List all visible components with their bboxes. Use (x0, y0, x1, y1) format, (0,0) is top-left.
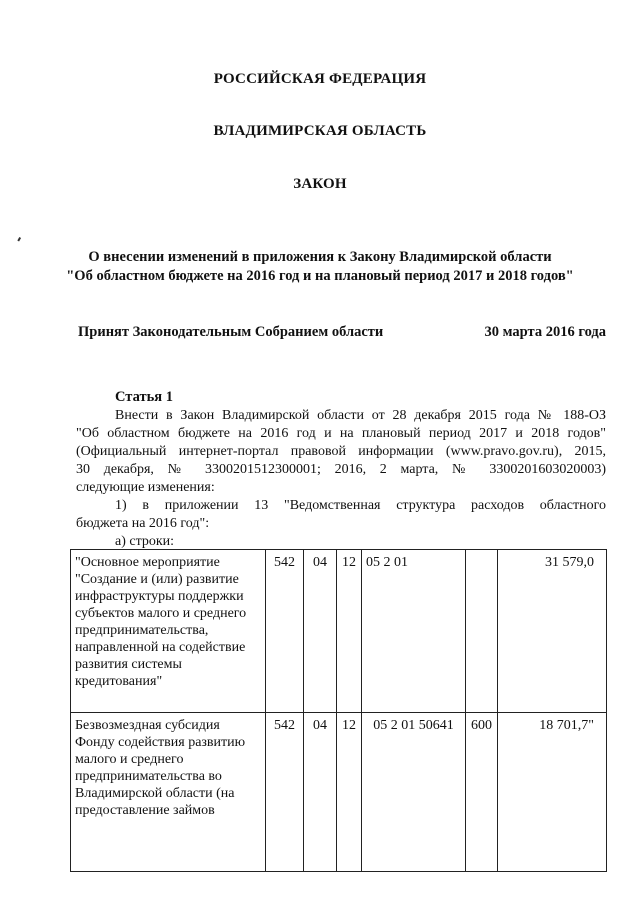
doc-type-heading: ЗАКОН (293, 176, 347, 192)
row-name: "Основное мероприятие "Создание и (или) развитие инфраструктуры поддержки субъектов малого и среднего предпринимательства, направленной на содействие развития системы кредитования" (71, 550, 266, 713)
region-heading: ВЛАДИМИРСКАЯ ОБЛАСТЬ (213, 123, 427, 139)
table-row (71, 713, 607, 872)
table-row (71, 550, 607, 713)
article-p1-line4: 30 декабря, № 3300201512300001; 2016, 2 марта, № 3300201603020003) (76, 462, 606, 477)
row-ministry: 542 (266, 713, 304, 872)
law-title-line-1: О внесении изменений в приложения к Закону Владимирской области (88, 249, 552, 265)
article-p1-line5: следующие изменения: (76, 480, 215, 495)
article-p3: а) строки: (115, 534, 175, 549)
row-section: 04 (304, 550, 337, 713)
law-title-line-2: "Об областном бюджете на 2016 год и на плановый период 2017 и 2018 годов" (66, 268, 574, 284)
row-subsection: 12 (337, 713, 362, 872)
article-p2-line1: 1) в приложении 13 "Ведомственная структура расходов областного (115, 498, 606, 513)
article-p1-line3: (Официальный интернет-портал правовой информации (www.pravo.gov.ru), 2015, (76, 444, 606, 459)
adopted-by: Принят Законодательным Собранием области (78, 324, 384, 340)
row-amount: 31 579,0 (498, 550, 607, 713)
country-heading: РОССИЙСКАЯ ФЕДЕРАЦИЯ (213, 71, 427, 87)
adoption-line (78, 324, 606, 341)
row-amount: 18 701,7" (498, 713, 607, 872)
budget-amendment-table (70, 549, 607, 872)
article-heading: Статья 1 (115, 389, 173, 405)
row-subsection: 12 (337, 550, 362, 713)
row-name: Безвозмездная субсидия Фонду содействия развитию малого и среднего предпринимательства во Владимирской области (на предоставление займов (71, 713, 266, 872)
article-p1-line1: Внести в Закон Владимирской области от 28 декабря 2015 года № 188-ОЗ (115, 408, 606, 423)
article-p2-line2: бюджета на 2016 год": (76, 516, 210, 531)
row-target: 05 2 01 (362, 550, 466, 713)
adoption-date: 30 марта 2016 года (484, 324, 606, 340)
article-p1-line2: "Об областном бюджете на 2016 год и на плановый период 2017 и 2018 годов" (76, 426, 606, 441)
row-target: 05 2 01 50641 (362, 713, 466, 872)
row-expense-type (466, 550, 498, 713)
row-ministry: 542 (266, 550, 304, 713)
row-section: 04 (304, 713, 337, 872)
scan-mark (17, 237, 23, 243)
row-expense-type: 600 (466, 713, 498, 872)
